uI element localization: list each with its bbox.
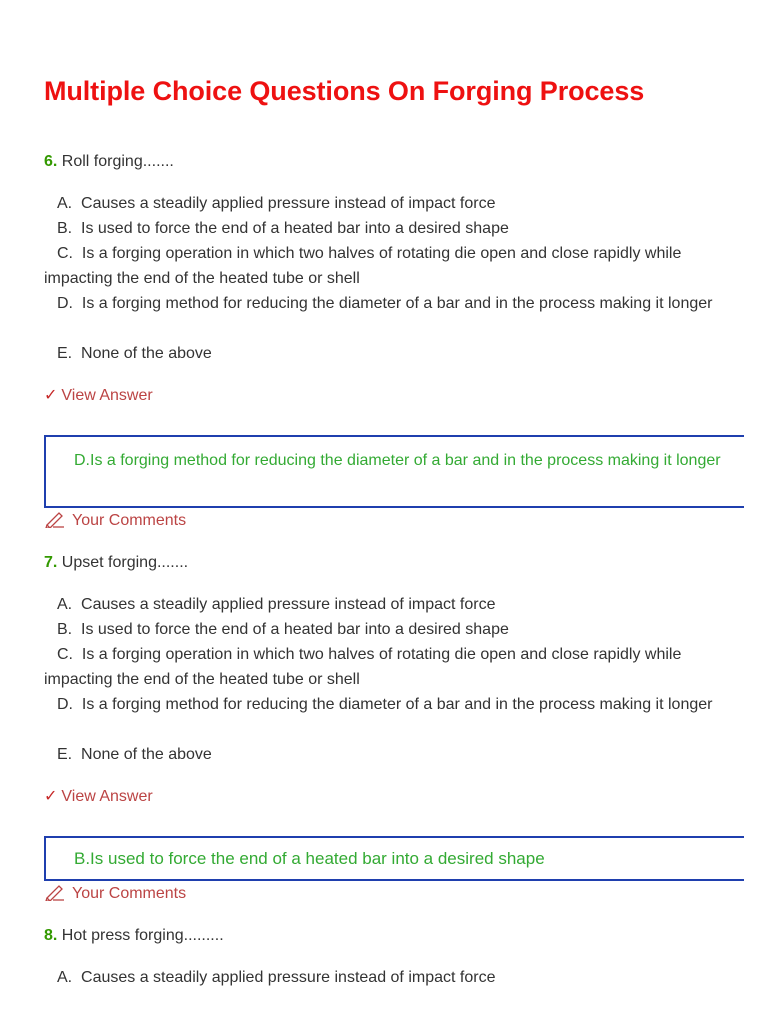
option-letter: B. — [57, 220, 73, 237]
option-text: Causes a steadily applied pressure instead of impact force — [81, 195, 496, 212]
checkmark-icon: ✓ — [44, 387, 58, 404]
question-6 — [44, 149, 744, 174]
option-text: Is a forging operation in which two halves of rotating die open and close rapidly while impacting the end of the heated tube or shell — [44, 646, 682, 688]
option-text: Is a forging method for reducing the diameter of a bar and in the process making it longer — [81, 696, 713, 713]
option-text: Is used to force the end of a heated bar into a desired shape — [81, 220, 509, 237]
option-c[interactable] — [44, 642, 744, 692]
option-text: Causes a steadily applied pressure instead of impact force — [81, 596, 496, 613]
option-letter: E. — [57, 746, 73, 763]
option-a[interactable] — [44, 191, 744, 216]
option-text: Causes a steadily applied pressure instead of impact force — [81, 969, 496, 986]
option-letter: A. — [57, 195, 73, 212]
question-number: 8. — [44, 927, 58, 944]
your-comments-link[interactable] — [44, 508, 186, 533]
option-e[interactable] — [44, 742, 744, 767]
answer-text: D.Is a forging method for reducing the diameter of a bar and in the process making it longer — [74, 452, 721, 469]
pencil-icon — [44, 510, 66, 528]
page-title: Multiple Choice Questions On Forging Process — [44, 76, 645, 106]
question-number: 6. — [44, 153, 58, 170]
question-8 — [44, 923, 744, 948]
view-answer-label: View Answer — [61, 387, 153, 404]
option-b[interactable] — [44, 216, 744, 241]
option-text: Is used to force the end of a heated bar into a desired shape — [81, 621, 509, 638]
question-number: 7. — [44, 554, 58, 571]
option-a[interactable] — [44, 592, 744, 617]
option-letter: C. — [57, 245, 73, 262]
view-answer-label: View Answer — [61, 788, 153, 805]
option-letter: E. — [57, 345, 73, 362]
your-comments-label: Your Comments — [72, 512, 187, 529]
your-comments-link[interactable] — [44, 881, 186, 906]
option-b[interactable] — [44, 617, 744, 642]
answer-text: B.Is used to force the end of a heated bar into a desired shape — [74, 849, 545, 868]
option-letter: A. — [57, 596, 73, 613]
question-text: Hot press forging......... — [61, 927, 224, 944]
answer-box — [44, 435, 744, 508]
question-text: Roll forging....... — [61, 153, 174, 170]
option-letter: C. — [57, 646, 73, 663]
view-answer-link[interactable] — [44, 784, 153, 809]
option-text: Is a forging operation in which two halves of rotating die open and close rapidly while impacting the end of the heated tube or shell — [44, 245, 682, 287]
your-comments-label: Your Comments — [72, 885, 187, 902]
option-c[interactable] — [44, 241, 744, 291]
option-letter: D. — [57, 696, 73, 713]
option-letter: A. — [57, 969, 73, 986]
checkmark-icon: ✓ — [44, 788, 58, 805]
option-e[interactable] — [44, 341, 744, 366]
option-letter: B. — [57, 621, 73, 638]
option-letter: D. — [57, 295, 73, 312]
answer-box — [44, 836, 744, 881]
view-answer-link[interactable] — [44, 383, 153, 408]
pencil-icon — [44, 883, 66, 901]
option-text: Is a forging method for reducing the diameter of a bar and in the process making it longer — [81, 295, 713, 312]
option-text: None of the above — [81, 746, 212, 763]
option-d[interactable] — [44, 692, 744, 717]
option-text: None of the above — [81, 345, 212, 362]
question-7 — [44, 550, 744, 575]
option-d[interactable] — [44, 291, 744, 316]
question-text: Upset forging....... — [61, 554, 189, 571]
option-a[interactable] — [44, 965, 744, 990]
